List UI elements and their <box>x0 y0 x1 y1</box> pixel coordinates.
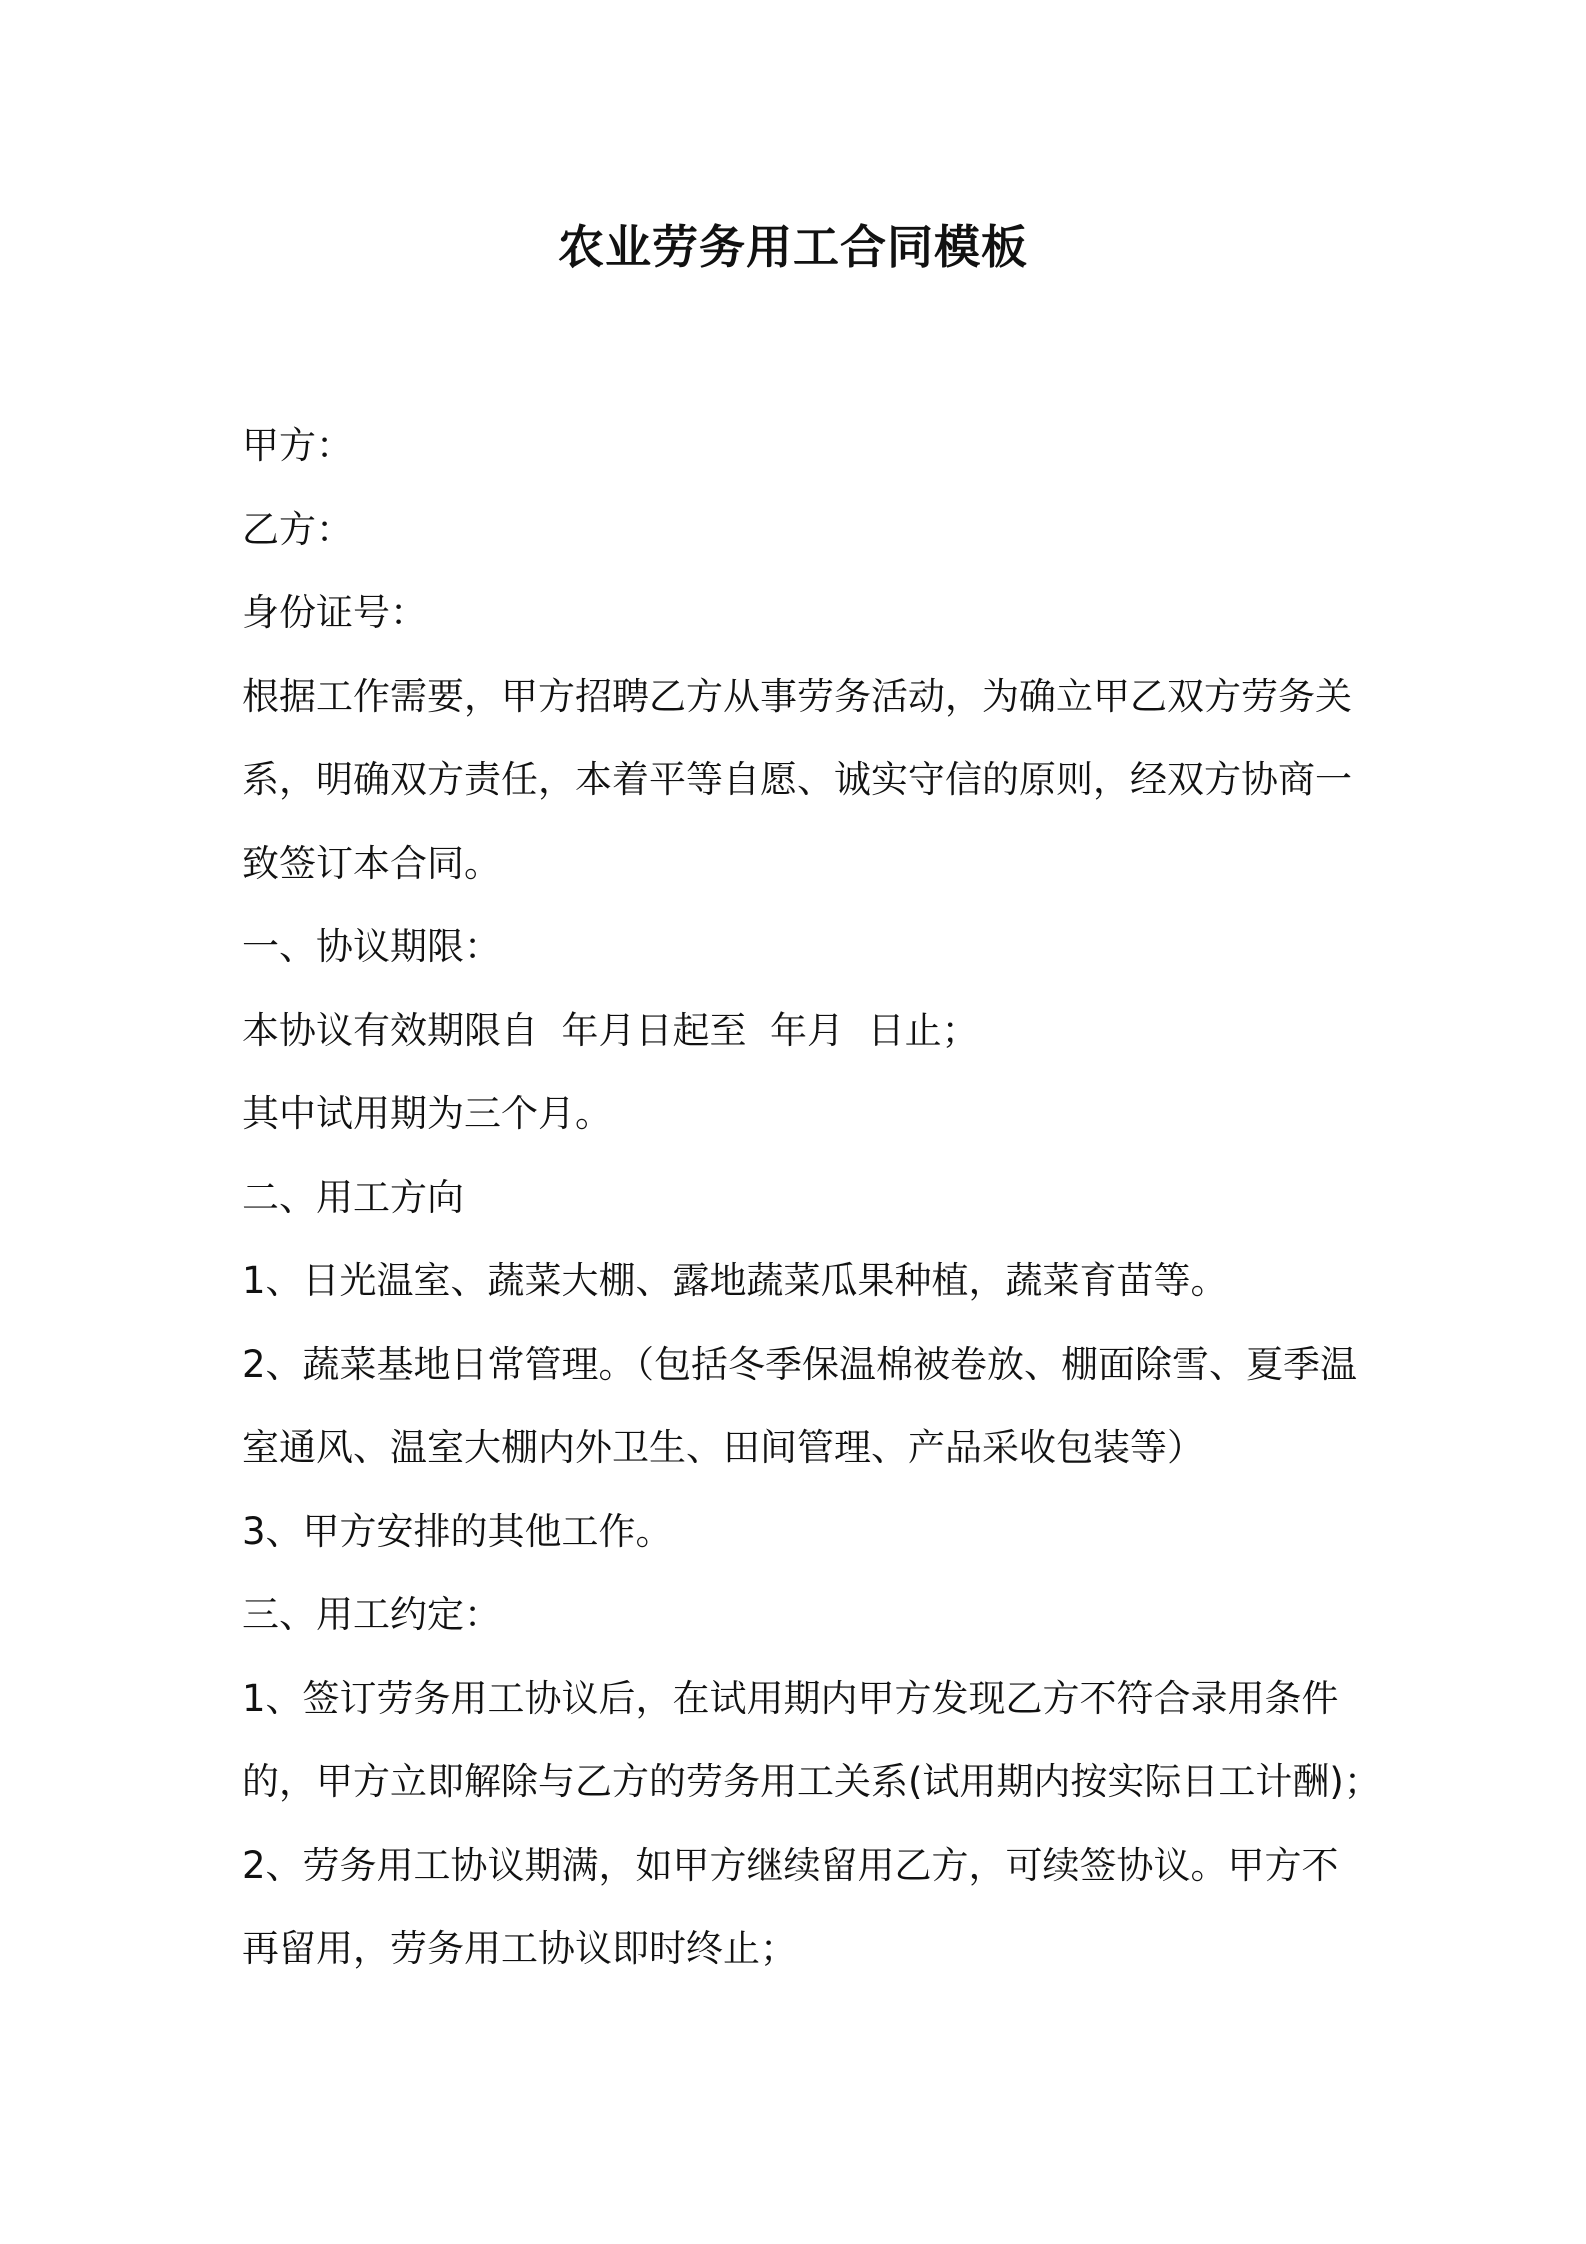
id-number-line: 身份证号： <box>242 591 427 634</box>
agreement-item-line: 的，甲方立即解除与乙方的劳务用工关系(试用期内按实际日工计酬)； <box>242 1760 1381 1803</box>
agreement-item-line: 2、劳务用工协议期满，如甲方继续留用乙方，可续签协议。甲方不 <box>242 1843 1339 1887</box>
work-item-line: 3、甲方安排的其他工作。 <box>242 1509 673 1553</box>
probation-line: 其中试用期为三个月。 <box>242 1092 612 1135</box>
preamble-line: 系，明确双方责任，本着平等自愿、诚实守信的原则，经双方协商一 <box>242 758 1352 801</box>
work-item-line: 室通风、温室大棚内外卫生、田间管理、产品采收包装等） <box>242 1426 1204 1469</box>
work-item-line: 2、蔬菜基地日常管理。（包括冬季保温棉被卷放、棚面除雪、夏季温 <box>242 1342 1358 1386</box>
preamble-line: 根据工作需要，甲方招聘乙方从事劳务活动，为确立甲乙双方劳务关 <box>242 674 1352 718</box>
agreement-item-line: 1、签订劳务用工协议后，在试用期内甲方发现乙方不符合录用条件 <box>242 1676 1339 1720</box>
term-line: 本协议有效期限自 年月日起至 年月 日止； <box>242 1008 979 1052</box>
agreement-item-line: 再留用，劳务用工协议即时终止； <box>242 1927 797 1970</box>
section-heading: 一、协议期限： <box>242 925 501 968</box>
party-a-line: 甲方： <box>242 424 353 467</box>
party-b-line: 乙方： <box>242 507 353 551</box>
preamble-line: 致签订本合同。 <box>242 841 501 885</box>
work-item-line: 1、日光温室、蔬菜大棚、露地蔬菜瓜果种植，蔬菜育苗等。 <box>242 1259 1228 1302</box>
document-title: 农业劳务用工合同模板 <box>558 220 1028 274</box>
section-heading: 三、用工约定： <box>242 1593 501 1636</box>
document-body <box>242 404 1381 1991</box>
section-heading: 二、用工方向 <box>242 1175 464 1219</box>
